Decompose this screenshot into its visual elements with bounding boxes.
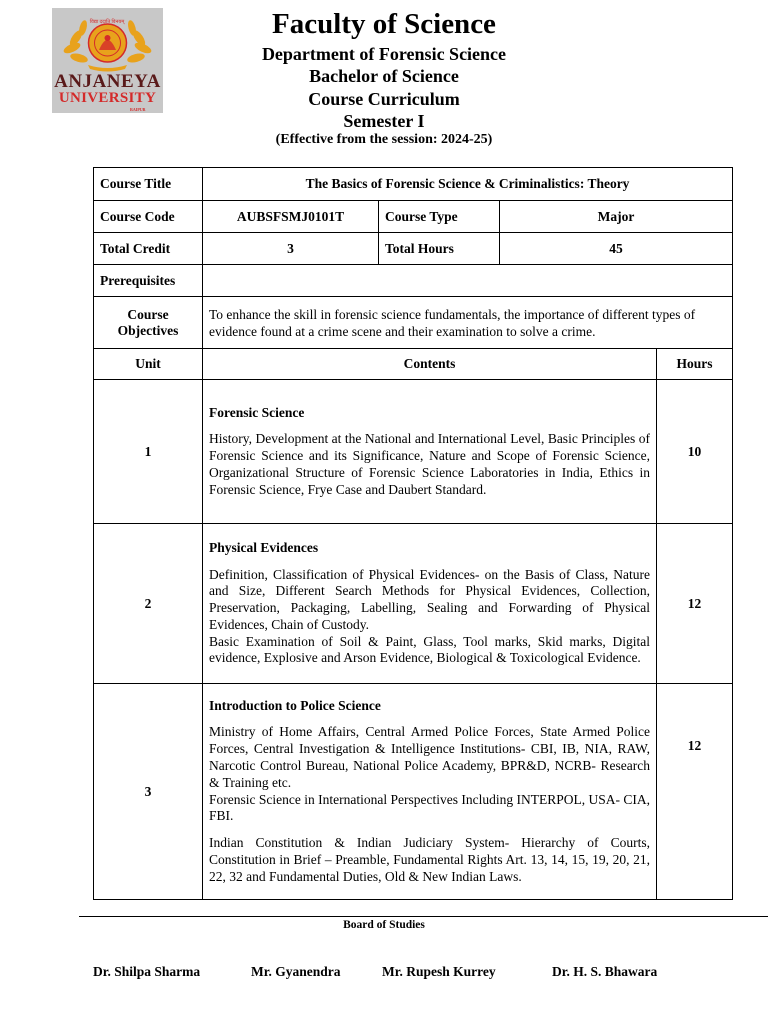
objectives-label-line2: Objectives <box>117 322 179 338</box>
department-title: Department of Forensic Science <box>261 44 507 64</box>
faculty-title: Faculty of Science <box>272 8 496 40</box>
total-credit-value: 3 <box>203 233 379 265</box>
objectives-value: To enhance the skill in forensic science fundamentals, the importance of different types of evidence found at a crime scene and their examination to solve a crime. <box>203 297 733 349</box>
logo-motto: विद्या ददाति विनयम् <box>89 20 125 25</box>
effective-session: (Effective from the session: 2024-25) <box>275 132 493 147</box>
units-header-row <box>94 349 733 380</box>
unit-contents <box>203 380 657 524</box>
unit-row-1 <box>94 380 733 524</box>
unit-paragraph: History, Development at the National and International Level, Basic Principles of Forensic Science and its Significance, Nature and Scope of Forensic Science, Organizational Structure of Forensic Science Laboratories in India, Ethics in Forensic Science, Frye Case and Daubert Standard. <box>209 431 650 497</box>
unit-number: 2 <box>94 524 203 684</box>
logo-name-line2: UNIVERSITY <box>58 90 157 106</box>
unit-paragraph: Indian Constitution & Indian Judiciary System- Hierarchy of Courts, Constitution in Brief – Preamble, Fundamental Rights Art. 13, 14, 15, 19, 20, 21, 22, 32 and Fundamental Duties, Old & New Indian Laws. <box>209 835 650 884</box>
unit-number: 1 <box>94 380 203 524</box>
total-credit-label: Total Credit <box>94 233 203 265</box>
board-of-studies-label: Board of Studies <box>343 919 425 931</box>
prerequisites-row <box>94 265 733 297</box>
logo-name-line3: RAIPUR <box>130 107 146 112</box>
unit-number: 3 <box>94 684 203 900</box>
unit-row-2 <box>94 524 733 684</box>
hours-column-header: Hours <box>657 349 733 380</box>
signatory-name: Mr. Gyanendra <box>251 964 341 979</box>
document-type: Course Curriculum <box>308 89 460 109</box>
unit-contents <box>203 524 657 684</box>
unit-title: Physical Evidences <box>209 539 319 555</box>
unit-paragraph: Basic Examination of Soil & Paint, Glass, Tool marks, Skid marks, Digital evidence, Explosive and Arson Evidence, Biological & Toxicological Evidence. <box>209 633 650 666</box>
unit-hours: 10 <box>657 380 733 524</box>
unit-row-3 <box>94 684 733 900</box>
unit-paragraph: Ministry of Home Affairs, Central Armed Police Forces, State Armed Police Forces, Central Investigation & Intelligence Institutions- CBI, IB, NIA, RAW, Narcotic Control Bureau, National Police Academy, BPR&D, NCRB- Research & Training etc. <box>209 724 650 790</box>
credit-row <box>94 233 733 265</box>
contents-column-header: Contents <box>203 349 657 380</box>
unit-hours: 12 <box>657 524 733 684</box>
signatory-name: Dr. H. S. Bhawara <box>552 964 658 979</box>
course-code-label: Course Code <box>94 201 203 233</box>
signatory-name: Dr. Shilpa Sharma <box>93 964 201 979</box>
unit-paragraph: Forensic Science in International Perspectives Including INTERPOL, USA- CIA, FBI. <box>209 791 650 824</box>
unit-paragraph: Definition, Classification of Physical Evidences- on the Basis of Class, Nature and Size, Different Search Methods for Physical Evidences, Collection, Preservation, Packaging, Labelling, Sealing and Forwarding of Physical Evidences, Chain of Custody. <box>209 566 650 632</box>
course-code-value: AUBSFSMJ0101T <box>203 201 379 233</box>
unit-title: Introduction to Police Science <box>209 697 381 713</box>
total-hours-value: 45 <box>500 233 733 265</box>
objectives-label <box>94 297 203 349</box>
program-title: Bachelor of Science <box>309 66 459 86</box>
footer-divider <box>79 916 768 917</box>
prerequisites-value <box>203 265 733 297</box>
semester-title: Semester I <box>343 111 425 131</box>
course-title-value: The Basics of Forensic Science & Criminalistics: Theory <box>203 168 733 201</box>
course-type-value: Major <box>500 201 733 233</box>
curriculum-table <box>93 167 733 900</box>
prerequisites-label: Prerequisites <box>94 265 203 297</box>
total-hours-label: Total Hours <box>379 233 500 265</box>
unit-hours: 12 <box>657 684 733 900</box>
unit-contents <box>203 684 657 900</box>
unit-title: Forensic Science <box>209 404 305 420</box>
logo-name-line1: ANJANEYA <box>54 71 161 92</box>
objectives-row <box>94 297 733 349</box>
unit-column-header: Unit <box>94 349 203 380</box>
course-type-label: Course Type <box>379 201 500 233</box>
course-title-row <box>94 168 733 201</box>
course-title-label: Course Title <box>94 168 203 201</box>
objectives-label-line1: Course <box>127 306 169 322</box>
course-code-row <box>94 201 733 233</box>
signatory-name: Mr. Rupesh Kurrey <box>382 964 496 979</box>
